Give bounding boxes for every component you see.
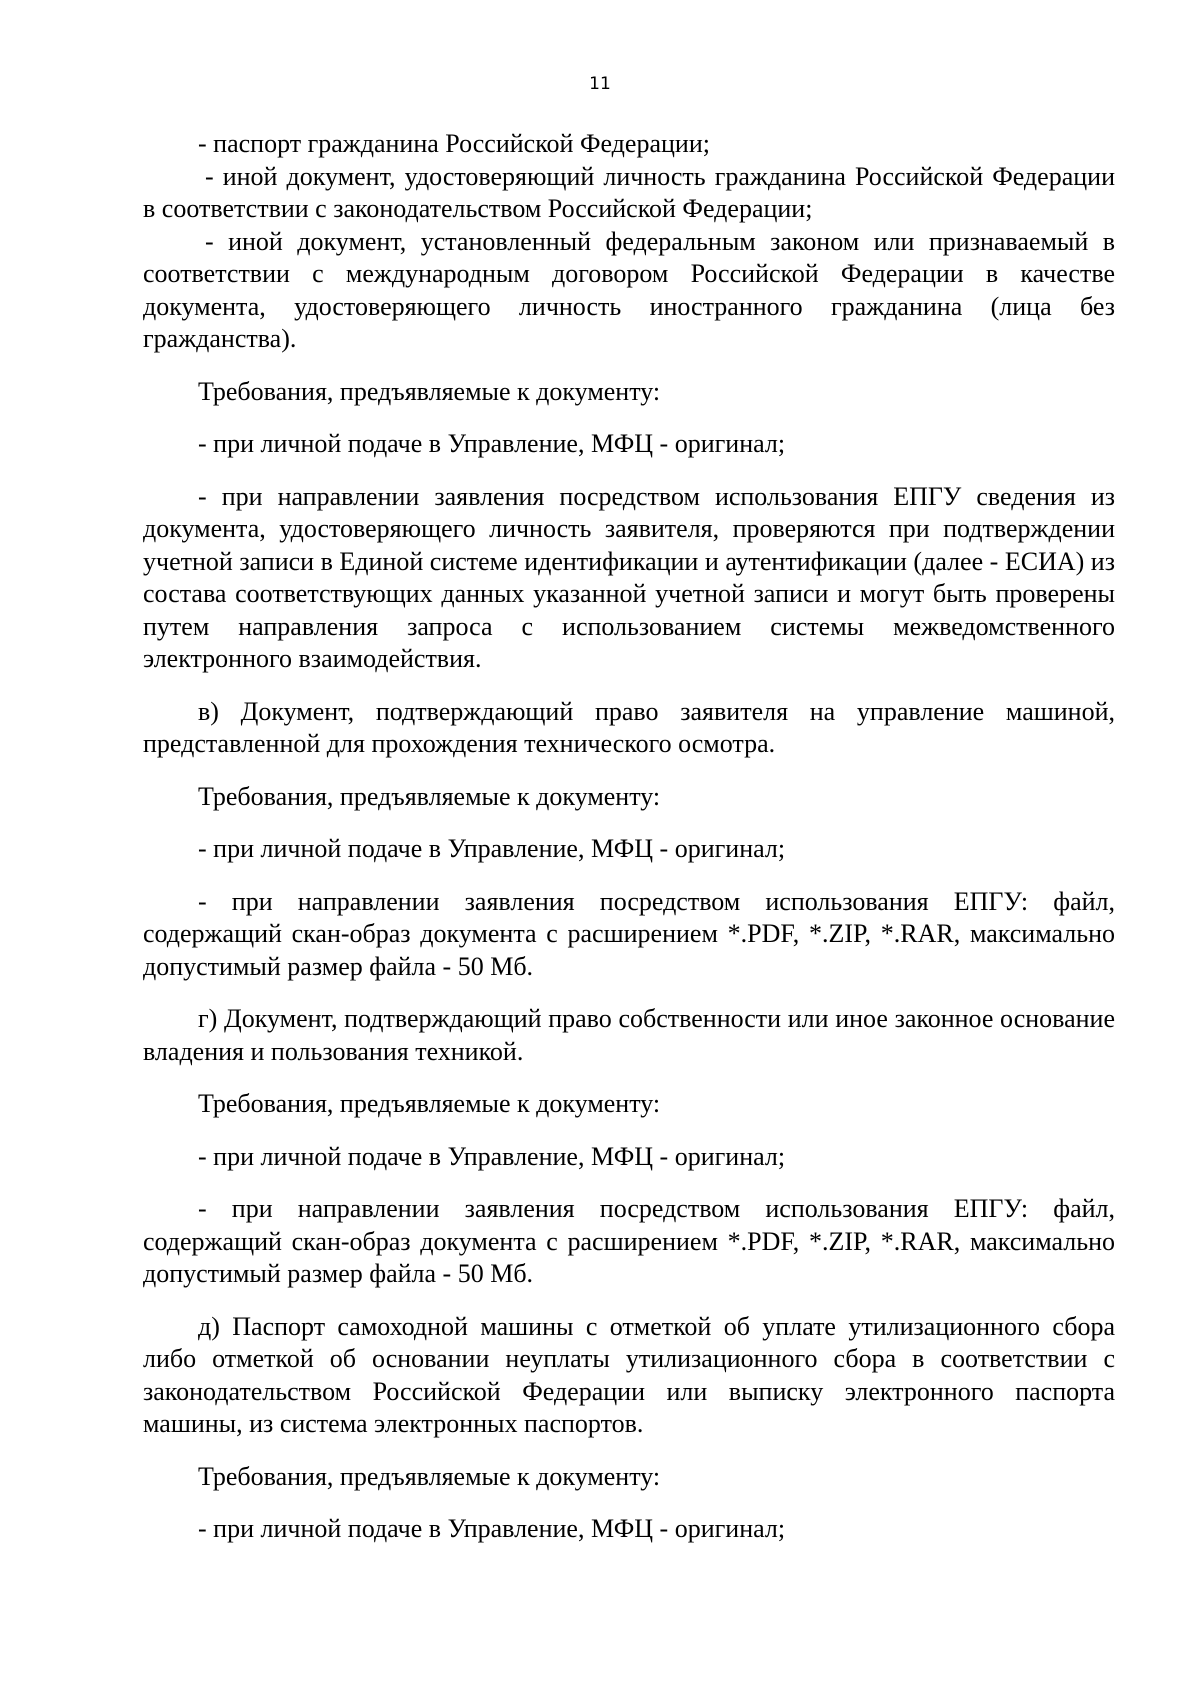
paragraph-requirement-epgu-file: - при направлении заявления посредством использования ЕПГУ: файл, содержащий скан-образ документа с расширением *.PDF, *.ZIP, *.RAR, максимально допустимый размер файла - 50 Мб. [143, 886, 1115, 981]
paragraph-requirements-heading: Требования, предъявляемые к документу: [198, 376, 661, 406]
paragraph-requirements-heading: Требования, предъявляемые к документу: [198, 1461, 661, 1491]
paragraph-requirement-original: - при личной подаче в Управление, МФЦ - оригинал; [198, 834, 786, 863]
document-body [143, 128, 1115, 1546]
paragraph-requirements-heading: Требования, предъявляемые к документу: [198, 781, 661, 811]
paragraph-requirement-original: - при личной подаче в Управление, МФЦ - оригинал; [198, 429, 786, 458]
paragraph-item-d: д) Паспорт самоходной машины с отметкой об уплате утилизационного сбора либо отметкой об основании неуплаты утилизационного сбора в соответствии с законодательством Российской Федерации или выписку электронного паспорта машины, из система электронных паспортов. [143, 1311, 1115, 1438]
paragraph-item-v: в) Документ, подтверждающий право заявителя на управление машиной, представленной для прохождения технического осмотра. [143, 696, 1115, 758]
page-number: 11 [589, 74, 611, 94]
paragraph-requirements-heading: Требования, предъявляемые к документу: [198, 1089, 661, 1118]
paragraph-foreign-id: - иной документ, установленный федеральным законом или признаваемый в соответствии с международным договором Российской Федерации в качестве документа, удостоверяющего личность иностранного гражданина (лица без гражданства). [143, 226, 1115, 353]
paragraph-requirement-epgu-file: - при направлении заявления посредством использования ЕПГУ: файл, содержащий скан-образ документа с расширением *.PDF, *.ZIP, *.RAR, максимально допустимый размер файла - 50 Мб. [143, 1194, 1115, 1288]
paragraph-item-g: г) Документ, подтверждающий право собственности или иное законное основание владения и пользования техникой. [143, 1004, 1115, 1066]
paragraph-requirement-epgu-esia: - при направлении заявления посредством использования ЕПГУ сведения из документа, удостоверяющего личность заявителя, проверяются при подтверждении учетной записи в Единой системе идентификации и аутентификации (далее - ЕСИА) из состава соответствующих данных указанной учетной записи и могут быть проверены путем направления запроса с использованием системы межведомственного электронного взаимодействия. [143, 481, 1115, 673]
paragraph-requirement-original: - при личной подаче в Управление, МФЦ - оригинал; [198, 1141, 786, 1171]
paragraph-other-id-rf: - иной документ, удостоверяющий личность гражданина Российской Федерации в соответствии с законодательством Российской Федерации; [143, 161, 1115, 223]
paragraph-requirement-original: - при личной подаче в Управление, МФЦ - оригинал; [198, 1514, 786, 1543]
paragraph-passport-rf: - паспорт гражданина Российской Федерации; [198, 129, 710, 158]
